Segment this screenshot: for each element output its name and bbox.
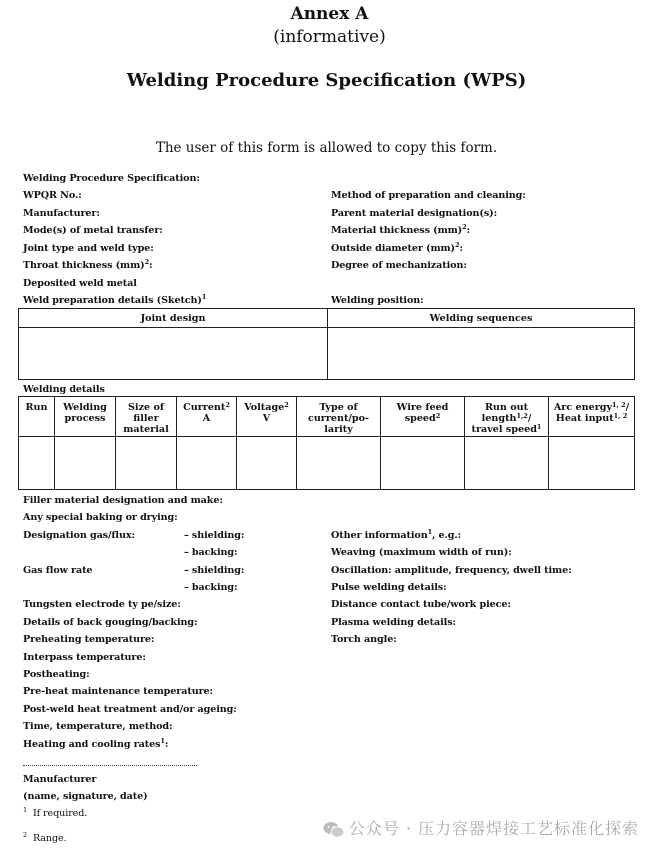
prep-label — [23, 295, 206, 306]
rates-text: Heating and cooling rates — [23, 739, 161, 750]
voltage-cell[interactable] — [237, 437, 297, 490]
manufacturer-label: Manufacturer: — [23, 208, 100, 219]
current-cell[interactable] — [177, 437, 237, 490]
pwht-label: Post-weld heat treatment and/or ageing: — [23, 704, 237, 715]
position-label: Welding position: — [331, 295, 424, 306]
tungsten-label: Tungsten electrode ty pe/size: — [23, 599, 181, 610]
throat-text: Throat thickness (mm) — [23, 260, 145, 271]
sup-1-2: 1, 2 — [612, 401, 626, 409]
oscillation-label: Oscillation: amplitude, frequency, dwell time: — [331, 565, 572, 576]
footer-manufacturer: Manufacturer — [23, 774, 97, 785]
mechanization-label: Degree of mechanization: — [331, 260, 467, 271]
deposited-label: Deposited weld metal — [23, 278, 137, 289]
torch-label: Torch angle: — [331, 634, 397, 645]
filler-line1: Size of — [128, 402, 164, 413]
filler-size-cell[interactable] — [116, 437, 177, 490]
gas-flow-label: Gas flow rate — [23, 565, 93, 576]
joint-design-header: Joint design — [19, 309, 328, 328]
wire-feed-cell[interactable] — [381, 437, 465, 490]
current-header — [177, 397, 237, 437]
shielding-label-2: – shielding: — [184, 565, 245, 576]
sup-1: 1 — [201, 293, 207, 301]
wire-feed-header — [381, 397, 465, 437]
welding-sequences-header: Welding sequences — [328, 309, 635, 328]
footnote-1-mark: 1 — [23, 806, 28, 814]
process-header — [55, 397, 116, 437]
filler-size-header — [116, 397, 177, 437]
interpass-label: Interpass temperature: — [23, 652, 146, 663]
gas-flux-label: Designation gas/flux: — [23, 530, 135, 541]
run-header — [19, 397, 55, 437]
joint-type-label: Joint type and weld type: — [23, 243, 154, 254]
filler-line2: filler — [133, 413, 159, 424]
sup-1: 1 — [536, 423, 542, 431]
sup-1: 1 — [160, 737, 165, 745]
process-line1: Welding — [63, 402, 107, 413]
informative-heading: (informative) — [273, 27, 386, 47]
sup-2: 2 — [435, 412, 441, 420]
arc-line2: Heat input — [555, 413, 614, 424]
current-line1: Current — [183, 402, 226, 413]
rates-label: Heating and cooling rates$^1$: — [23, 737, 169, 750]
run-out-header: Run out length$^{1,2}$/ travel speed$^1$ — [465, 397, 549, 437]
pulse-label: Pulse welding details: — [331, 582, 447, 593]
details-table — [18, 396, 635, 490]
arc-energy-header: Arc energy$^{1, 2}$/ Heat input$^{1, 2}$ — [549, 397, 635, 437]
diameter-text: Outside diameter (mm) — [331, 243, 455, 254]
current-type-header — [297, 397, 381, 437]
run-cell[interactable] — [19, 437, 55, 490]
run-text: Run — [25, 402, 48, 413]
watermark-text: 公众号 · 压力容器焊接工艺标准化探索 — [348, 819, 639, 838]
wps-label: Welding Procedure Specification: — [23, 173, 200, 184]
current-line2: A — [202, 413, 211, 424]
weaving-label: Weaving (maximum width of run): — [331, 547, 512, 558]
signature-line[interactable] — [23, 765, 197, 766]
runout-line1: Run out — [484, 402, 529, 413]
runout-line3: travel speed — [471, 424, 537, 435]
watermark — [323, 816, 639, 839]
preheat-label: Preheating temperature: — [23, 634, 155, 645]
method-label: Method of preparation and cleaning: — [331, 190, 526, 201]
transfer-label: Mode(s) of metal transfer: — [23, 225, 163, 236]
sup-2: 2 — [462, 223, 467, 231]
type-line1: Type of — [319, 402, 358, 413]
other-info-label — [331, 530, 461, 541]
process-line2: process — [64, 413, 106, 424]
sketch-table — [18, 308, 635, 380]
backing-label-2: – backing: — [184, 582, 238, 593]
throat-label: Throat thickness (mm)$^2$: — [23, 258, 153, 271]
voltage-line1: Voltage — [244, 402, 285, 413]
backing-label-1: – backing: — [184, 547, 238, 558]
page-title: Welding Procedure Specification (WPS) — [126, 70, 527, 91]
footnote-2-mark: 2 — [23, 831, 28, 839]
joint-design-cell[interactable] — [19, 328, 328, 380]
type-line2: current/po- — [307, 413, 370, 424]
welding-details-label: Welding details — [23, 384, 105, 395]
time-label: Time, temperature, method: — [23, 721, 173, 732]
footnote-2 — [23, 833, 67, 844]
type-line3: larity — [324, 424, 353, 435]
footnote-1-text: If required. — [32, 808, 88, 819]
voltage-header — [237, 397, 297, 437]
other-info-suffix: , e.g.: — [432, 530, 462, 541]
footer-signature: (name, signature, date) — [23, 791, 148, 802]
welding-sequences-cell[interactable] — [328, 328, 635, 380]
plasma-label: Plasma welding details: — [331, 617, 456, 628]
prep-text: Weld preparation details (Sketch) — [23, 295, 202, 306]
preheat-maint-label: Pre-heat maintenance temperature: — [23, 686, 213, 697]
arc-energy-cell[interactable] — [549, 437, 635, 490]
thickness-text: Material thickness (mm) — [331, 225, 463, 236]
footnote-1 — [23, 808, 87, 819]
postheating-label: Postheating: — [23, 669, 90, 680]
parent-label: Parent material designation(s): — [331, 208, 498, 219]
run-out-cell[interactable] — [465, 437, 549, 490]
gouging-label: Details of back gouging/backing: — [23, 617, 198, 628]
footnote-2-text: Range. — [32, 833, 67, 844]
other-info-text: Other information — [331, 530, 428, 541]
baking-label: Any special baking or drying: — [23, 512, 178, 523]
filler-line3: material — [123, 424, 169, 435]
wire-line2: speed — [404, 413, 436, 424]
wpqr-label: WPQR No.: — [23, 190, 82, 201]
shielding-label-1: – shielding: — [184, 530, 245, 541]
sup-2: 2 — [144, 258, 150, 266]
wire-line1: Wire feed — [396, 402, 449, 413]
diameter-label: Outside diameter (mm)$^2$: — [331, 241, 463, 254]
sup-2: 2 — [284, 401, 289, 409]
voltage-line2: V — [262, 413, 271, 424]
sup-2: 2 — [225, 401, 230, 409]
process-cell[interactable] — [55, 437, 116, 490]
sup-1-2: 1, 2 — [613, 412, 628, 420]
annex-heading: Annex A — [290, 4, 369, 24]
sup-2: 2 — [455, 241, 460, 249]
distance-label: Distance contact tube/work piece: — [331, 599, 511, 610]
wechat-icon — [323, 821, 345, 839]
current-type-cell[interactable] — [297, 437, 381, 490]
copy-note: The user of this form is allowed to copy this form. — [155, 140, 498, 156]
sup-1: 1 — [427, 528, 433, 536]
runout-line2: length — [481, 413, 517, 424]
thickness-label: Material thickness (mm)$^2$: — [331, 223, 471, 236]
arc-line1: Arc energy — [553, 402, 613, 413]
sup-1-2: 1,2 — [516, 412, 528, 420]
filler-designation-label: Filler material designation and make: — [23, 495, 223, 506]
